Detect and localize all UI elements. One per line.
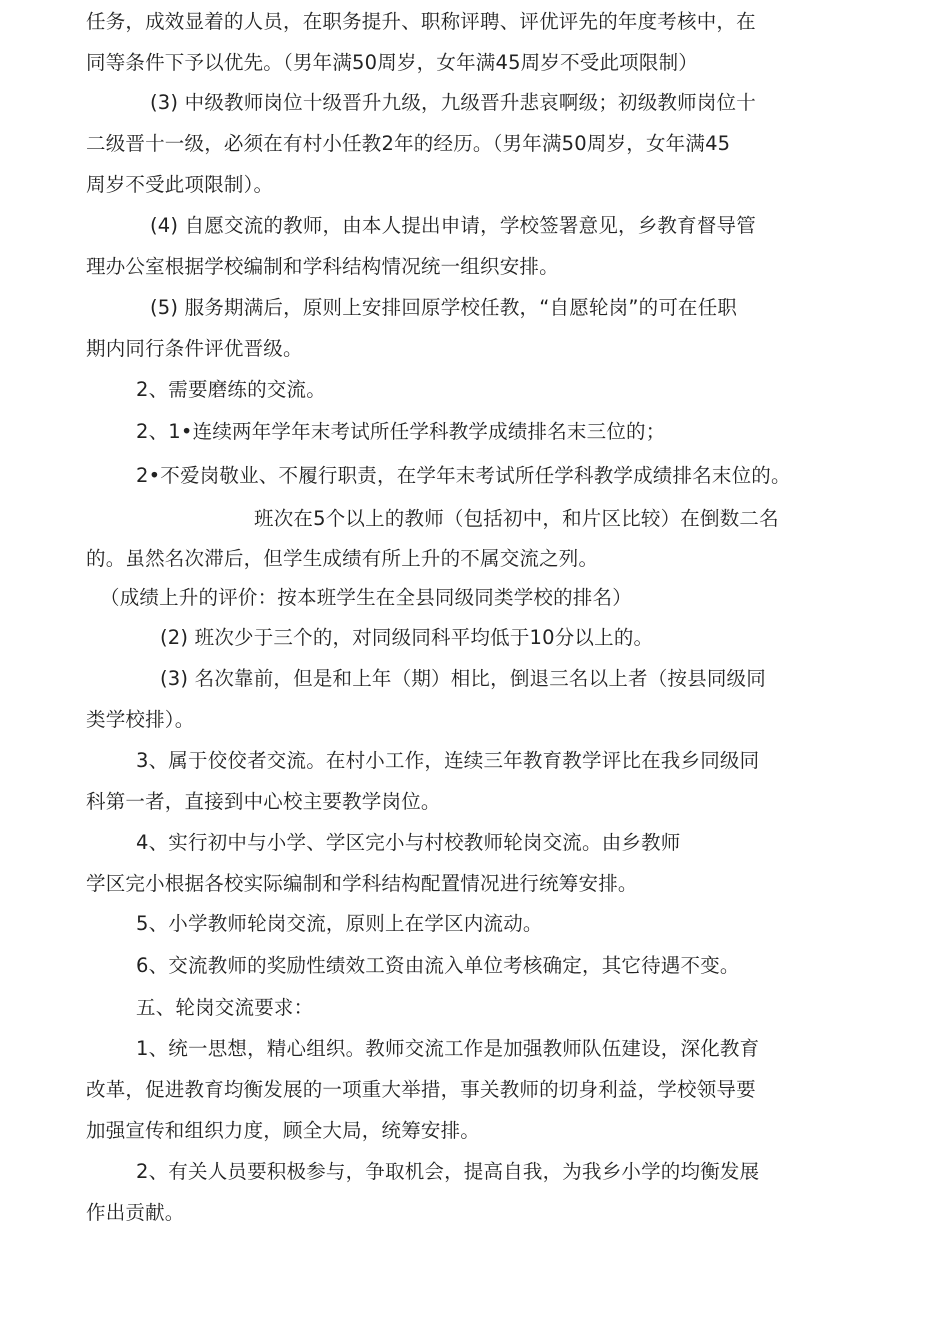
paragraph-line: 周岁不受此项限制）。 xyxy=(86,173,274,196)
paragraph-line: 2、有关人员要积极参与，争取机会，提高自我，为我乡小学的均衡发展 xyxy=(136,1160,760,1183)
paragraph-line: 3、属于佼佼者交流。在村小工作，连续三年教育教学评比在我乡同级同 xyxy=(136,749,760,772)
paragraph-line: 类学校排）。 xyxy=(86,708,195,731)
paragraph-line: 学区完小根据各校实际编制和学科结构配置情况进行统筹安排。 xyxy=(86,872,638,895)
paragraph-line: 6、交流教师的奖励性绩效工资由流入单位考核确定，其它待遇不变。 xyxy=(136,954,740,977)
paragraph-line: 任务，成效显着的人员，在职务提升、职称评聘、评优评先的年度考核中，在 xyxy=(86,10,756,33)
paragraph-line: 2•不爱岗敬业、不履行职责，在学年末考试所任学科教学成绩排名末位的。 xyxy=(136,464,791,487)
paragraph-line: 2、1•连续两年学年末考试所任学科教学成绩排名末三位的； xyxy=(136,420,666,443)
paragraph-line: 同等条件下予以优先。（男年满50周岁，女年满45周岁不受此项限制） xyxy=(86,51,698,74)
paragraph-line: (4) 自愿交流的教师，由本人提出申请，学校签署意见，乡教育督导管 xyxy=(150,214,756,237)
paragraph-line: 1、统一思想，精心组织。教师交流工作是加强教师队伍建设，深化教育 xyxy=(136,1037,760,1060)
paragraph-line: 2、需要磨练的交流。 xyxy=(136,378,326,401)
paragraph-line: 改革，促进教育均衡发展的一项重大举措，事关教师的切身利益，学校领导要 xyxy=(86,1078,756,1101)
paragraph-line: 期内同行条件评优晋级。 xyxy=(86,337,303,360)
paragraph-line: (3) 中级教师岗位十级晋升九级，九级晋升悲哀啊级；初级教师岗位十 xyxy=(150,91,756,114)
paragraph-line: 作出贡献。 xyxy=(86,1201,185,1224)
paragraph-line: 班次在5个以上的教师（包括初中，和片区比较）在倒数二名 xyxy=(254,507,779,530)
section-heading: 五、轮岗交流要求： xyxy=(136,996,314,1019)
paragraph-line: （成绩上升的评价：按本班学生在全县同级同类学校的排名） xyxy=(100,586,632,609)
paragraph-line: 科第一者，直接到中心校主要教学岗位。 xyxy=(86,790,441,813)
paragraph-line: 的。虽然名次滞后，但学生成绩有所上升的不属交流之列。 xyxy=(86,547,599,570)
paragraph-line: (2) 班次少于三个的，对同级同科平均低于10分以上的。 xyxy=(160,626,654,649)
paragraph-line: 加强宣传和组织力度，顾全大局，统筹安排。 xyxy=(86,1119,481,1142)
paragraph-line: 5、小学教师轮岗交流，原则上在学区内流动。 xyxy=(136,912,543,935)
paragraph-line: (3) 名次靠前，但是和上年（期）相比，倒退三名以上者（按县同级同 xyxy=(160,667,766,690)
paragraph-line: (5) 服务期满后，原则上安排回原学校任教，“自愿轮岗”的可在任职 xyxy=(150,296,738,319)
paragraph-line: 理办公室根据学校编制和学科结构情况统一组织安排。 xyxy=(86,255,559,278)
paragraph-line: 4、实行初中与小学、学区完小与村校教师轮岗交流。由乡教师 xyxy=(136,831,681,854)
paragraph-line: 二级晋十一级，必须在有村小任教2年的经历。（男年满50周岁，女年满45 xyxy=(86,132,731,155)
